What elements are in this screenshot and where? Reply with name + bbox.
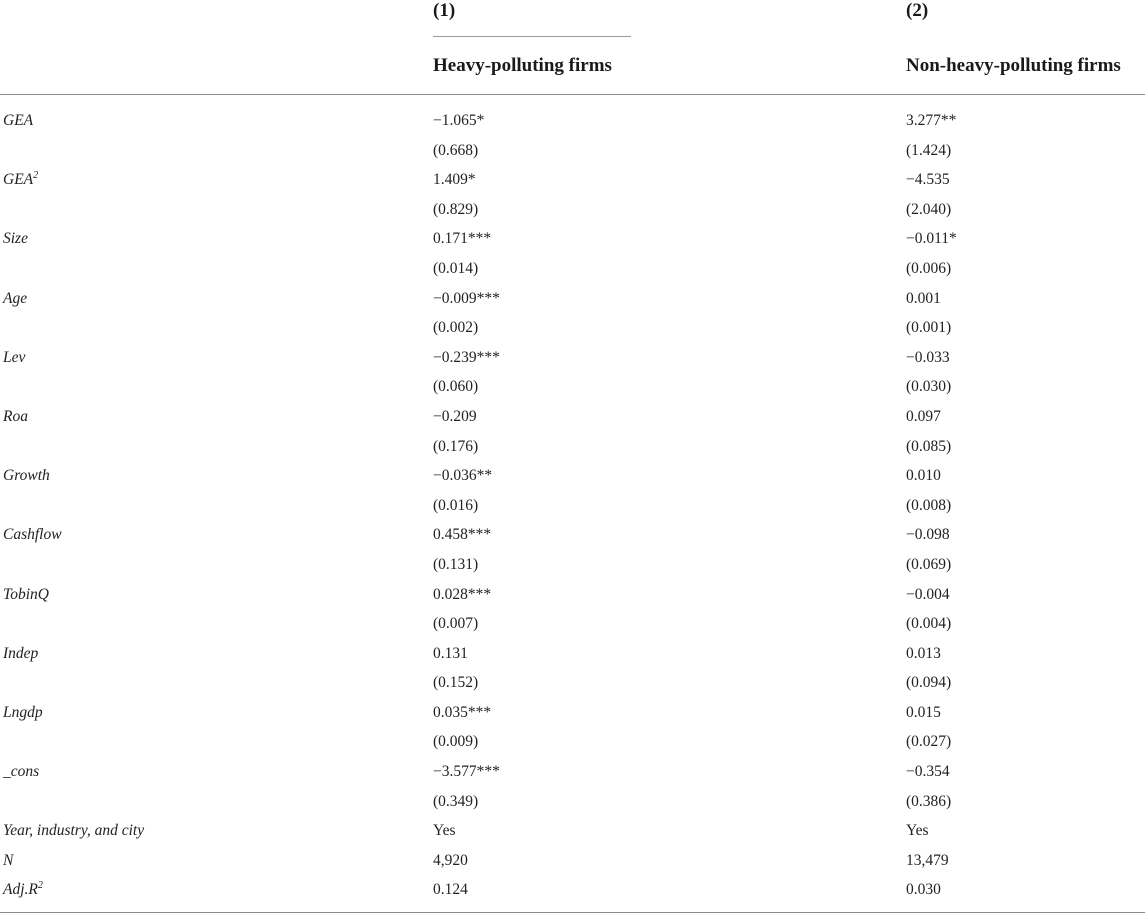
column-2-value: −0.011* — [906, 230, 957, 248]
column-2-value: −0.033 — [906, 348, 950, 366]
column-1-value: Yes — [433, 822, 456, 840]
table-row — [0, 195, 1145, 225]
table-row — [0, 846, 1145, 876]
column-2-value: 13,479 — [906, 851, 949, 869]
variable-name — [3, 875, 43, 905]
column-1-value: (0.009) — [433, 733, 479, 751]
column-2-value: 0.010 — [906, 467, 941, 485]
variable-label: Age — [3, 289, 28, 307]
column-1-value: −1.065* — [433, 112, 485, 129]
column-1-value: −0.239*** — [433, 348, 500, 366]
column-1-value: −3.577*** — [433, 763, 500, 781]
variable-name — [3, 757, 39, 787]
table-row — [0, 106, 1145, 136]
column-2-value: (0.004) — [906, 615, 952, 633]
column-2-value: 0.030 — [906, 881, 941, 899]
table-row — [0, 668, 1145, 698]
variable-label: Lngdp — [3, 703, 43, 721]
variable-label: Size — [3, 230, 28, 248]
variable-label: _cons — [3, 763, 40, 781]
column-2-value: 0.001 — [906, 289, 941, 307]
table-row — [0, 580, 1145, 610]
column-1-value: −0.009*** — [433, 289, 500, 307]
table-row — [0, 491, 1145, 521]
column-1-value: 0.035*** — [433, 703, 492, 721]
column-1-value: (0.349) — [433, 792, 479, 810]
table-row — [0, 875, 1145, 905]
column-2-value: 3.277** — [906, 112, 957, 129]
variable-label: N — [3, 851, 14, 869]
column-1-value: 0.124 — [433, 881, 468, 899]
column-2-value: −0.098 — [906, 526, 950, 544]
column-1-value: 0.171*** — [433, 230, 492, 248]
variable-name — [3, 698, 43, 728]
column-2-label: Non-heavy-polluting firms — [906, 55, 1121, 76]
column-1-value: (0.002) — [433, 319, 479, 337]
variable-name — [3, 165, 38, 195]
table-row — [0, 639, 1145, 669]
column-1-value: 1.409* — [433, 171, 476, 189]
variable-name — [3, 106, 33, 136]
column-2-value: (0.094) — [906, 674, 952, 692]
column-2-value: (0.085) — [906, 437, 952, 455]
column-1-value: 4,920 — [433, 851, 468, 869]
column-2-value: (1.424) — [906, 141, 952, 159]
table-row — [0, 432, 1145, 462]
column-2-number: (2) — [906, 0, 929, 21]
variable-name — [3, 284, 27, 314]
column-2-value: (0.069) — [906, 555, 952, 573]
table-row — [0, 461, 1145, 491]
column-1-value: −0.036** — [433, 467, 493, 485]
superscript: 2 — [37, 880, 43, 892]
table-bottom-rule — [0, 912, 1145, 913]
variable-label: Lev — [3, 348, 26, 366]
superscript: 2 — [33, 170, 39, 182]
table-row — [0, 402, 1145, 432]
table-row — [0, 727, 1145, 757]
column-2-value: (0.006) — [906, 259, 952, 277]
column-2-value: (0.001) — [906, 319, 952, 337]
column-1-value: (0.014) — [433, 259, 479, 277]
variable-name — [3, 343, 25, 373]
table-top-rule — [0, 94, 1145, 95]
column-2-value: Yes — [906, 822, 929, 840]
column-1-value: (0.668) — [433, 141, 479, 159]
column-2-value: 0.013 — [906, 644, 941, 662]
column-1-value: (0.007) — [433, 615, 479, 633]
table-body — [0, 106, 1145, 905]
column-1-value: (0.060) — [433, 378, 479, 396]
table-row — [0, 372, 1145, 402]
variable-label: Indep — [3, 644, 39, 662]
table-row — [0, 698, 1145, 728]
column-2-value: −0.004 — [906, 585, 950, 603]
variable-label: Cashflow — [3, 526, 62, 544]
table-row — [0, 550, 1145, 580]
column-1-value: −0.209 — [433, 407, 477, 425]
column-2-value: (0.386) — [906, 792, 952, 810]
column-2-value: (0.030) — [906, 378, 952, 396]
table-row — [0, 284, 1145, 314]
variable-name — [3, 224, 28, 254]
column-2-value: 0.015 — [906, 703, 941, 721]
table-row — [0, 816, 1145, 846]
column-1-label: Heavy-polluting firms — [433, 55, 612, 76]
variable-label: GEA — [3, 112, 34, 129]
column-1-value: (0.152) — [433, 674, 479, 692]
variable-label: Growth — [3, 467, 50, 485]
variable-name — [3, 639, 38, 669]
column-1-value: (0.131) — [433, 555, 479, 573]
table-row — [0, 609, 1145, 639]
column-1-value: (0.016) — [433, 496, 479, 514]
table-row — [0, 224, 1145, 254]
column-1-value: 0.028*** — [433, 585, 492, 603]
column-1-value: 0.131 — [433, 644, 468, 662]
variable-label: Adj.R — [3, 881, 38, 899]
column-2-value: (2.040) — [906, 200, 952, 218]
column-1-value: (0.829) — [433, 200, 479, 218]
table-row — [0, 520, 1145, 550]
variable-name — [3, 520, 62, 550]
column-2-value: −0.354 — [906, 763, 950, 781]
variable-label: Roa — [3, 407, 28, 425]
variable-name — [3, 846, 13, 876]
column-1-number: (1) — [433, 0, 456, 21]
table-row — [0, 254, 1145, 284]
table-row — [0, 136, 1145, 166]
column-1-rule — [433, 36, 631, 37]
table-row — [0, 787, 1145, 817]
column-1-value: 0.458*** — [433, 526, 492, 544]
column-2-value: (0.008) — [906, 496, 952, 514]
table-row — [0, 757, 1145, 787]
column-2-value: 0.097 — [906, 407, 941, 425]
variable-name — [3, 402, 28, 432]
variable-name — [3, 816, 144, 846]
variable-name — [3, 461, 50, 491]
variable-label: TobinQ — [3, 585, 49, 603]
column-2-value: −4.535 — [906, 171, 950, 189]
variable-label: GEA — [3, 171, 34, 189]
column-1-value: (0.176) — [433, 437, 479, 455]
column-2-value: (0.027) — [906, 733, 952, 751]
table-row — [0, 343, 1145, 373]
table-row — [0, 313, 1145, 343]
table-row — [0, 165, 1145, 195]
variable-name — [3, 580, 49, 610]
variable-label: Year, industry, and city — [3, 822, 145, 840]
